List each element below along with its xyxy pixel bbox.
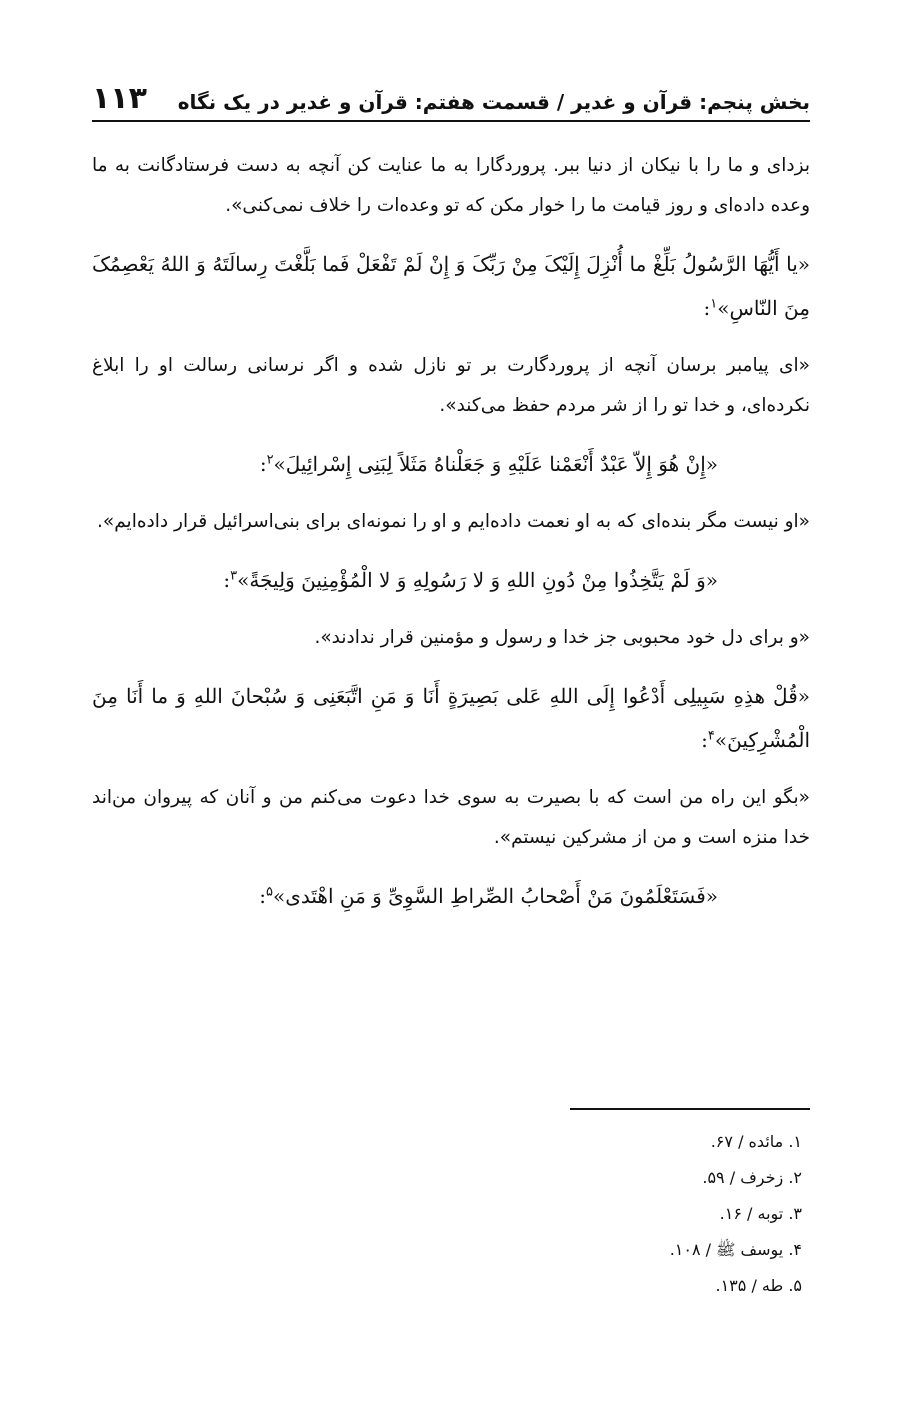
- translation-yusuf: «بگو این راه من است که با بصیرت به سوی خدا دعوت می‌کنم من و آنان که پیروان من‌اند خدا منزه است و من از مشرکین نیستم».: [92, 787, 810, 848]
- footnote-ref-5: ۵: [265, 884, 273, 900]
- quran-verse-tawbah: «وَ لَمْ یَتَّخِذُوا مِنْ دُونِ اللهِ وَ لا رَسُولِهِ وَ لا الْمُؤْمِنِینَ وَلِیجَةً»$^۳$:: [223, 568, 718, 592]
- translation-tawbah: «و برای دل خود محبوبی جز خدا و رسول و مؤمنین قرار ندادند».: [314, 627, 810, 648]
- book-page: [92, 60, 810, 934]
- footnote-ref-3: ۳: [230, 568, 238, 584]
- footnote-ref-4: ۴: [707, 728, 715, 744]
- footnote-2: ۲. زخرف / ۵۹.: [702, 1168, 802, 1187]
- translation-maidah: «ای پیامبر برسان آنچه از پروردگارت بر تو نازل شده و اگر نرسانی رسالت او را ابلاغ نکرده‌ای، و خدا تو را از شر مردم حفظ می‌کند».: [92, 355, 810, 416]
- running-header: [92, 60, 810, 122]
- quran-verse-taha: «فَسَتَعْلَمُونَ مَنْ أَصْحابُ الصِّراطِ السَّوِیِّ وَ مَنِ اهْتَدی»$^۵$:: [259, 884, 718, 908]
- footnote-5: ۵. طه / ۱۳۵.: [715, 1276, 802, 1295]
- paragraph-prayer-end: بزدای و ما را با نیکان از دنیا ببر. پروردگارا به ما عنایت کن آنچه به دست فرستادگانت به ما وعده داده‌ای و روز قیامت ما را خوار مکن که تو وعده‌ات را خلاف نمی‌کنی».: [92, 155, 810, 216]
- page-body: [92, 146, 810, 918]
- footnote-divider: [570, 1108, 810, 1110]
- quran-verse-zukhruf: «إِنْ هُوَ إِلاّ عَبْدٌ أَنْعَمْنا عَلَیْهِ وَ جَعَلْناهُ مَثَلاً لِبَنِی إِسْرائِیلَ»$^۲$:: [259, 452, 718, 476]
- footnote-ref-2: ۲: [266, 452, 274, 468]
- footnote-4: ۴. یوسف ﷺ / ۱۰۸.: [669, 1240, 802, 1259]
- footnote-1: ۱. مائده / ۶۷.: [710, 1132, 802, 1151]
- translation-zukhruf: «او نیست مگر بنده‌ای که به او نعمت داده‌ایم و او را نمونه‌ای برای بنی‌اسرائیل قرار داده‌ایم».: [97, 511, 810, 532]
- quran-verse-yusuf: «قُلْ هذِهِ سَبِیلِی أَدْعُوا إِلَی اللهِ عَلی بَصِیرَةٍ أَنَا وَ مَنِ اتَّبَعَنِی وَ سُبْحانَ اللهِ وَ ما أَنَا مِنَ الْمُشْرِکِینَ»$^۴$:: [92, 684, 810, 752]
- footnotes: [92, 1108, 810, 1304]
- quran-verse-maidah: «یا أَیُّهَا الرَّسُولُ بَلِّغْ ما أُنْزِلَ إِلَیْکَ مِنْ رَبِّکَ وَ إِنْ لَمْ تَفْعَلْ فَما بَلَّغْتَ رِسالَتَهُ وَ اللهُ یَعْصِمُکَ مِنَ النّاسِ»$^۱$:: [92, 252, 810, 320]
- footnote-3: ۳. توبه / ۱۶.: [719, 1204, 802, 1223]
- chapter-heading: بخش پنجم: قرآن و غدیر / قسمت هفتم: قرآن و غدیر در یک نگاه: [177, 90, 810, 114]
- page-number: ۱۱۳: [92, 81, 147, 116]
- footnote-ref-1: ۱: [710, 296, 718, 312]
